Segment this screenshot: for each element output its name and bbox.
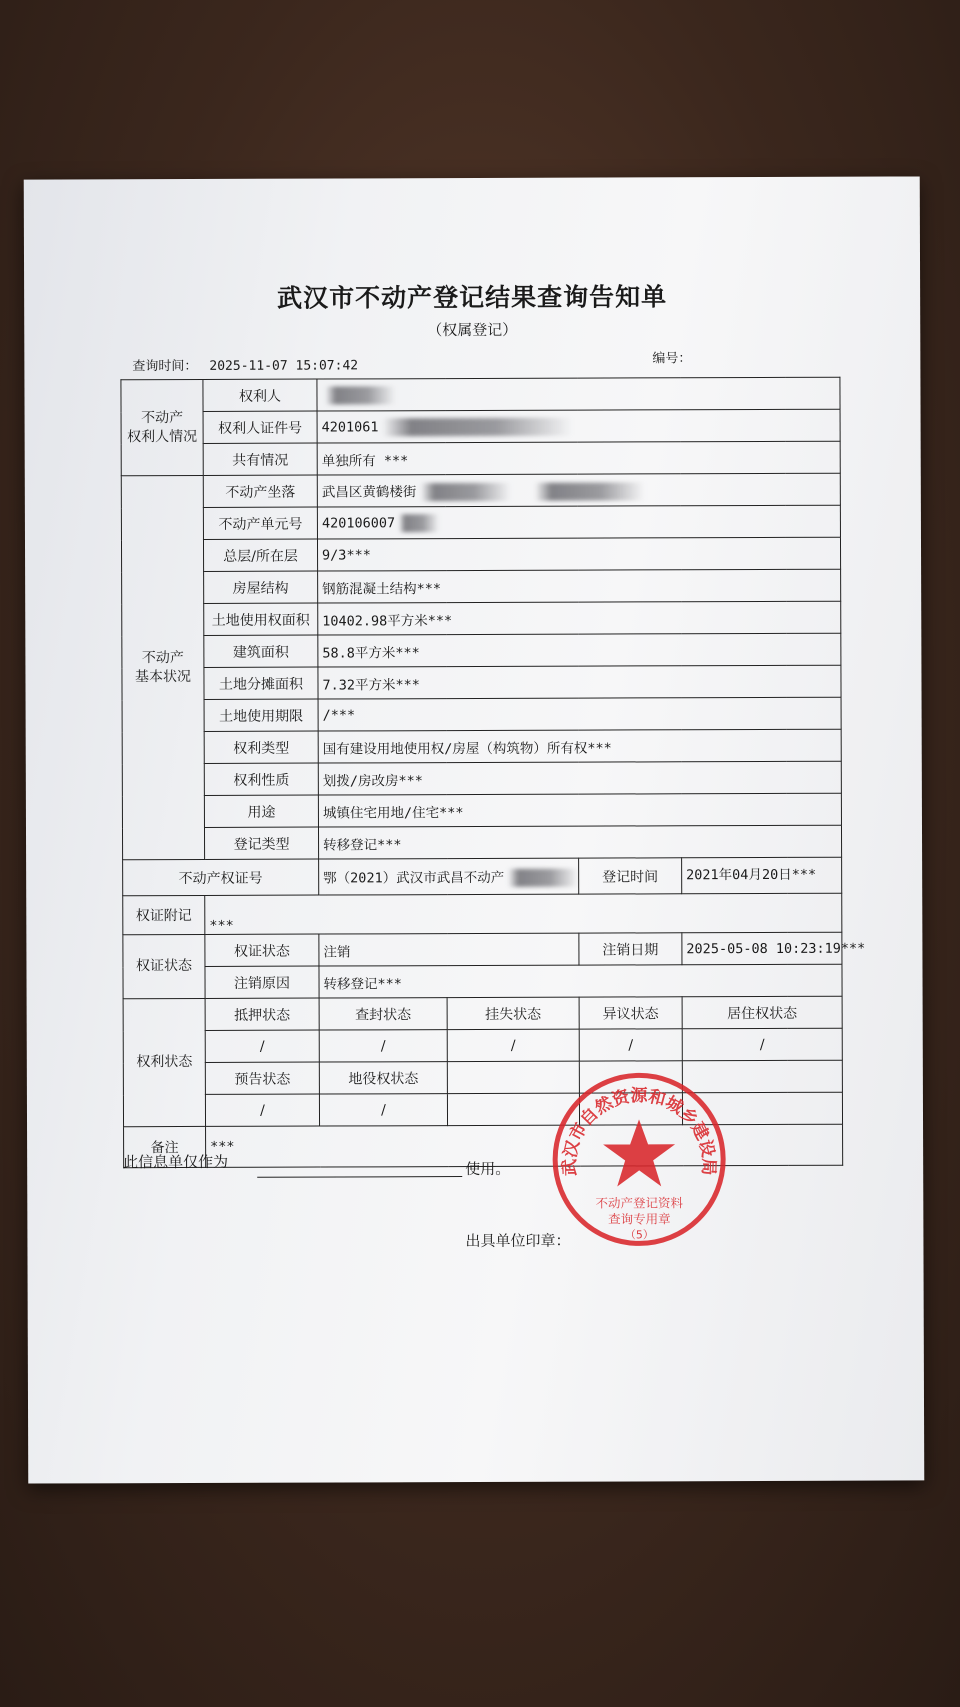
floors-label: 总层/所在层 <box>203 539 317 571</box>
section-owner <box>121 379 203 475</box>
easement-status-label: 地役权状态 <box>319 1062 447 1094</box>
table-row <box>122 793 841 828</box>
reg-type-label: 登记类型 <box>204 827 318 859</box>
redaction-blur <box>508 869 578 887</box>
location-value <box>317 473 840 507</box>
reg-type-value: 转移登记*** <box>318 825 841 859</box>
table-row <box>122 665 841 700</box>
table-row <box>123 932 842 967</box>
owner-name-value <box>317 377 840 411</box>
remarks-value: *** <box>206 1124 843 1167</box>
redaction-blur <box>382 417 572 436</box>
share-label: 共有情况 <box>203 443 317 475</box>
certificate-value <box>319 858 579 895</box>
owner-id-text: 4201061 <box>321 418 379 436</box>
shared-land-value: 7.32平方米*** <box>318 665 841 699</box>
table-row <box>123 1028 842 1063</box>
seal-line-2: 查询专用章 <box>608 1211 671 1227</box>
table-row <box>122 729 841 764</box>
right-type-value: 国有建设用地使用权/房屋（构筑物）所有权*** <box>318 729 841 763</box>
table-row <box>121 409 840 444</box>
loss-status-value: / <box>447 1029 579 1061</box>
query-time <box>132 354 358 374</box>
floors-value: 9/3*** <box>317 537 840 571</box>
document-subtitle: （权属登记） <box>427 320 518 340</box>
redaction-blur <box>534 482 644 500</box>
redaction-blur <box>420 483 510 501</box>
table-row <box>123 1060 842 1095</box>
cancel-reason-value: 转移登记*** <box>319 964 842 998</box>
advance-notice-status-label: 预告状态 <box>205 1062 319 1094</box>
table-row <box>121 505 840 540</box>
seal-line-3: （5） <box>624 1228 654 1242</box>
section-basic-label: 不动产 基本状况 <box>134 649 191 685</box>
objection-status-value: / <box>579 1029 682 1061</box>
cert-status-group: 权证状态 <box>123 934 205 998</box>
residence-right-status-value: / <box>682 1028 842 1061</box>
reg-time-value: 2021年04月20日*** <box>682 857 842 894</box>
advance-notice-status-value: / <box>205 1094 319 1126</box>
right-type-label: 权利类型 <box>204 731 318 763</box>
easement-status-value: / <box>319 1094 447 1126</box>
share-value: 单独所有 *** <box>317 441 840 475</box>
cert-note-value: *** <box>205 893 842 934</box>
land-term-value: /*** <box>318 697 841 731</box>
usage-blank-line <box>257 1176 462 1178</box>
cancel-date-value: 2025-05-08 10:23:19*** <box>682 932 842 965</box>
query-time-label: 查询时间： <box>132 358 198 375</box>
owner-name-label: 权利人 <box>203 379 317 411</box>
table-row <box>121 441 840 476</box>
table-row <box>123 964 842 999</box>
land-area-label: 土地使用权面积 <box>204 603 318 635</box>
owner-id-value <box>317 409 840 443</box>
issuer-stamp-label: 出具单位印章： <box>465 1231 571 1251</box>
reg-time-label: 登记时间 <box>579 858 682 894</box>
usage-statement: 此信息单仅作为 <box>123 1152 229 1172</box>
unit-number-value <box>317 505 840 539</box>
loss-status-label: 挂失状态 <box>447 997 579 1029</box>
table-row <box>121 473 840 508</box>
section-basic <box>121 475 204 859</box>
usage-value: 城镇住宅用地/住宅*** <box>318 793 841 827</box>
land-term-label: 土地使用期限 <box>204 699 318 731</box>
cancel-reason-label: 注销原因 <box>205 966 319 998</box>
residence-right-status-label: 居住权状态 <box>682 996 842 1029</box>
table-row <box>121 537 840 572</box>
table-row <box>121 377 840 412</box>
usage-label: 用途 <box>204 795 318 827</box>
document-title: 武汉市不动产登记结果查询告知单 <box>277 282 668 313</box>
right-status-group: 权利状态 <box>123 998 205 1126</box>
structure-label: 房屋结构 <box>204 571 318 603</box>
building-area-value: 58.8平方米*** <box>318 633 841 667</box>
remarks-label: 备注 <box>124 1126 206 1167</box>
objection-status-label: 异议状态 <box>579 997 682 1029</box>
owner-id-label: 权利人证件号 <box>203 411 317 443</box>
table-row <box>122 569 841 604</box>
table-row <box>122 697 841 732</box>
registration-table <box>120 377 866 1169</box>
location-label: 不动产坐落 <box>203 475 317 507</box>
table-row <box>123 1092 842 1127</box>
seal-arc-text: 武汉市自然资源和城乡建设局 <box>559 1086 719 1177</box>
shared-land-label: 土地分摊面积 <box>204 667 318 699</box>
table-row <box>123 996 842 1031</box>
certificate-label: 不动产权证号 <box>123 859 319 896</box>
table-row <box>123 893 842 935</box>
unit-number-text: 420106007 <box>321 514 396 532</box>
seizure-status-label: 查封状态 <box>319 998 447 1030</box>
right-nature-label: 权利性质 <box>204 763 318 795</box>
cancel-date-label: 注销日期 <box>579 933 682 965</box>
seal-line-1: 不动产登记资料 <box>595 1195 684 1211</box>
building-area-label: 建筑面积 <box>204 635 318 667</box>
table-row <box>122 825 841 860</box>
unit-number-label: 不动产单元号 <box>203 507 317 539</box>
cert-status-label: 权证状态 <box>205 934 319 966</box>
table-row <box>123 857 842 896</box>
document-paper <box>24 176 925 1483</box>
query-time-value: 2025-11-07 15:07:42 <box>209 358 359 374</box>
mortgage-status-value: / <box>205 1030 319 1062</box>
table-row <box>122 761 841 796</box>
certificate-text: 鄂（2021）武汉市武昌不动产 <box>323 869 505 887</box>
serial-label: 编号： <box>652 351 692 367</box>
land-area-value: 10402.98平方米*** <box>318 601 841 635</box>
mortgage-status-label: 抵押状态 <box>205 998 319 1030</box>
cert-status-value: 注销 <box>319 933 579 966</box>
table-row <box>122 601 841 636</box>
seizure-status-value: / <box>319 1030 447 1062</box>
redaction-blur <box>325 386 395 404</box>
cert-note-label: 权证附记 <box>123 895 205 934</box>
star-icon <box>603 1119 675 1186</box>
table-row <box>122 633 841 668</box>
official-seal <box>549 1069 730 1250</box>
redaction-blur <box>399 514 439 532</box>
location-text: 武昌区黄鹤楼街 <box>321 484 417 501</box>
serial-number <box>652 347 691 366</box>
structure-value: 钢筋混凝土结构*** <box>318 569 841 603</box>
usage-suffix: 使用。 <box>465 1159 511 1179</box>
section-owner-label: 不动产 权利人情况 <box>127 409 198 445</box>
right-nature-value: 划拨/房改房*** <box>318 761 841 795</box>
